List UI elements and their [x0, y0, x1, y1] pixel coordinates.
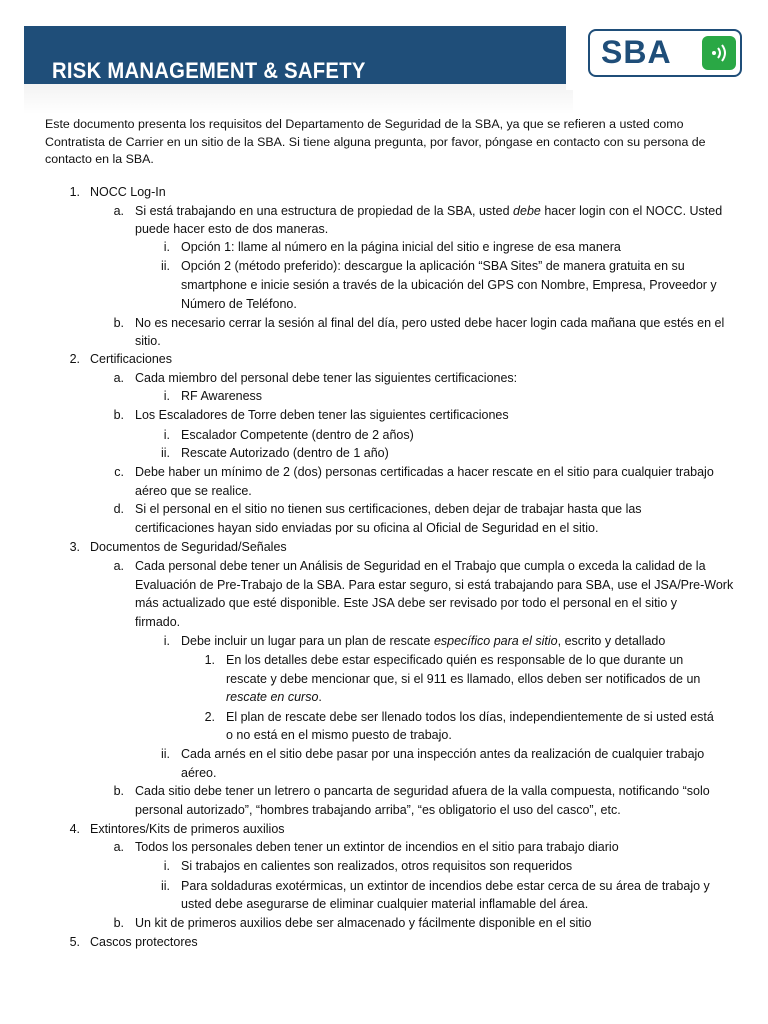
list-marker: 1.: [204, 653, 215, 667]
list-marker: b.: [113, 784, 124, 798]
list-item: más actualizado que esté disponible. Este JSA debe ser revisado por todo el personal en el sitio y: [135, 596, 677, 610]
list-marker: b.: [113, 916, 124, 930]
list-marker: ii.: [160, 259, 170, 273]
header-banner-shadow: [24, 84, 573, 114]
list-marker: i.: [163, 428, 170, 442]
list-marker: c.: [114, 465, 124, 479]
list-item: Debe haber un mínimo de 2 (dos) personas certificadas a hacer rescate en el sitio para cualquier trabajo: [135, 465, 714, 479]
list-item: No es necesario cerrar la sesión al final del día, pero usted debe hacer login cada mañana que estés en el: [135, 316, 725, 330]
list-item: Todos los personales deben tener un extintor de incendios en el sitio para trabajo diario: [135, 840, 619, 854]
list-item: Escalador Competente (dentro de 2 años): [181, 428, 414, 442]
list-marker: i.: [163, 859, 170, 873]
list-marker: 5.: [69, 935, 80, 949]
list-item: Para soldaduras exotérmicas, un extintor de incendios debe estar cerca de su área de trabajo y: [181, 879, 710, 893]
list-item: certificaciones hayan sido enviadas por su oficina al Oficial de Seguridad en el sitio.: [135, 521, 599, 535]
list-item: Un kit de primeros auxilios debe ser almacenado y fácilmente disponible en el sitio: [135, 916, 592, 930]
list-marker: a.: [113, 840, 124, 854]
list-marker: ii.: [160, 446, 170, 460]
list-marker: a.: [113, 204, 124, 218]
list-item: usted debe asegurarse de eliminar cualquier material inflamable del área.: [181, 897, 589, 911]
page-title: RISK MANAGEMENT & SAFETY: [52, 58, 366, 83]
list-item: aéreo que se realice.: [135, 484, 252, 498]
list-marker: ii.: [160, 879, 170, 893]
list-item: Opción 1: llame al número en la página inicial del sitio e ingrese de esa manera: [181, 240, 621, 254]
list-item: Opción 2 (método preferido): descargue la aplicación “SBA Sites” de manera gratuita en su: [181, 259, 685, 273]
list-item: personal autorizado”, “hombres trabajando arriba”, “es obligatorio el uso del casco”, etc.: [135, 803, 621, 817]
list-item: Certificaciones: [90, 352, 172, 366]
list-item: RF Awareness: [181, 389, 263, 403]
list-item: Evaluación de Pre-Trabajo de la SBA. Para estar seguro, si está trabajando para SBA, use el JSA/Pre-Work: [135, 578, 734, 592]
list-item: puede hacer esto de dos maneras.: [135, 222, 329, 236]
sba-logo-text: SBA: [601, 34, 672, 70]
list-marker: d.: [113, 502, 124, 516]
list-marker: b.: [113, 408, 124, 422]
list-item: Cascos protectores: [90, 935, 198, 949]
list-item: En los detalles debe estar especificado quién es responsable de lo que durante un: [226, 653, 684, 667]
list-marker: i.: [163, 389, 170, 403]
list-marker: 3.: [69, 540, 80, 554]
list-item: Documentos de Seguridad/Señales: [90, 540, 287, 554]
signal-icon: [702, 36, 736, 70]
list-item: smartphone e inicie sesión a través de la ubicación del GPS con Nombre, Empresa, Proveedor y: [181, 278, 717, 292]
list-marker: 2.: [204, 710, 215, 724]
list-item: sitio.: [135, 334, 161, 348]
list-marker: i.: [163, 240, 170, 254]
list-item: Si está trabajando en una estructura de propiedad de la SBA, usted debe hacer login con el NOCC. Usted: [135, 204, 723, 218]
list-marker: b.: [113, 316, 124, 330]
list-item: Extintores/Kits de primeros auxilios: [90, 822, 285, 836]
list-marker: 1.: [69, 185, 80, 199]
list-item: Si trabajos en calientes son realizados, otros requisitos son requeridos: [181, 859, 573, 873]
list-item: rescate en curso.: [226, 690, 322, 704]
list-item: El plan de rescate debe ser llenado todos los días, independientemente de si usted está: [226, 710, 714, 724]
list-item: Cada personal debe tener un Análisis de Seguridad en el Trabajo que cumpla o exceda la calidad de la: [135, 559, 706, 573]
intro-paragraph: Este documento presenta los requisitos del Departamento de Seguridad de la SBA, ya que se refieren a usted como Contratista de Carrier en un sitio de la SBA. Si tiene alguna pregunta, por favor, póngase en contacto con su persona de contacto en la SBA.: [45, 117, 706, 167]
list-item: Cada miembro del personal debe tener las siguientes certificaciones:: [135, 371, 518, 385]
list-item: Si el personal en el sitio no tienen sus certificaciones, deben dejar de trabajar hasta que las: [135, 502, 642, 516]
list-marker: a.: [113, 371, 124, 385]
list-marker: a.: [113, 559, 124, 573]
list-item: rescate y debe mencionar que, si el 911 es llamado, ellos deben ser notificados de un: [226, 672, 701, 686]
list-item: Número de Teléfono.: [181, 297, 297, 311]
list-item: Cada arnés en el sitio debe pasar por una inspección antes da realización de cualquier trabajo: [181, 747, 705, 761]
list-marker: 2.: [69, 352, 80, 366]
list-item: Rescate Autorizado (dentro de 1 año): [181, 446, 389, 460]
list-item: Debe incluir un lugar para un plan de rescate específico para el sitio, escrito y detallado: [181, 634, 666, 648]
list-item: Cada sitio debe tener un letrero o pancarta de seguridad afuera de la valla compuesta, notificando “solo: [135, 784, 710, 798]
list-marker: ii.: [160, 747, 170, 761]
list-marker: i.: [163, 634, 170, 648]
list-item: aéreo.: [181, 766, 217, 780]
list-item: Los Escaladores de Torre deben tener las siguientes certificaciones: [135, 408, 509, 422]
list-item: firmado.: [135, 615, 181, 629]
list-marker: 4.: [69, 822, 80, 836]
list-item: NOCC Log-In: [90, 185, 166, 199]
list-item: o no está en el mismo puesto de trabajo.: [226, 728, 452, 742]
